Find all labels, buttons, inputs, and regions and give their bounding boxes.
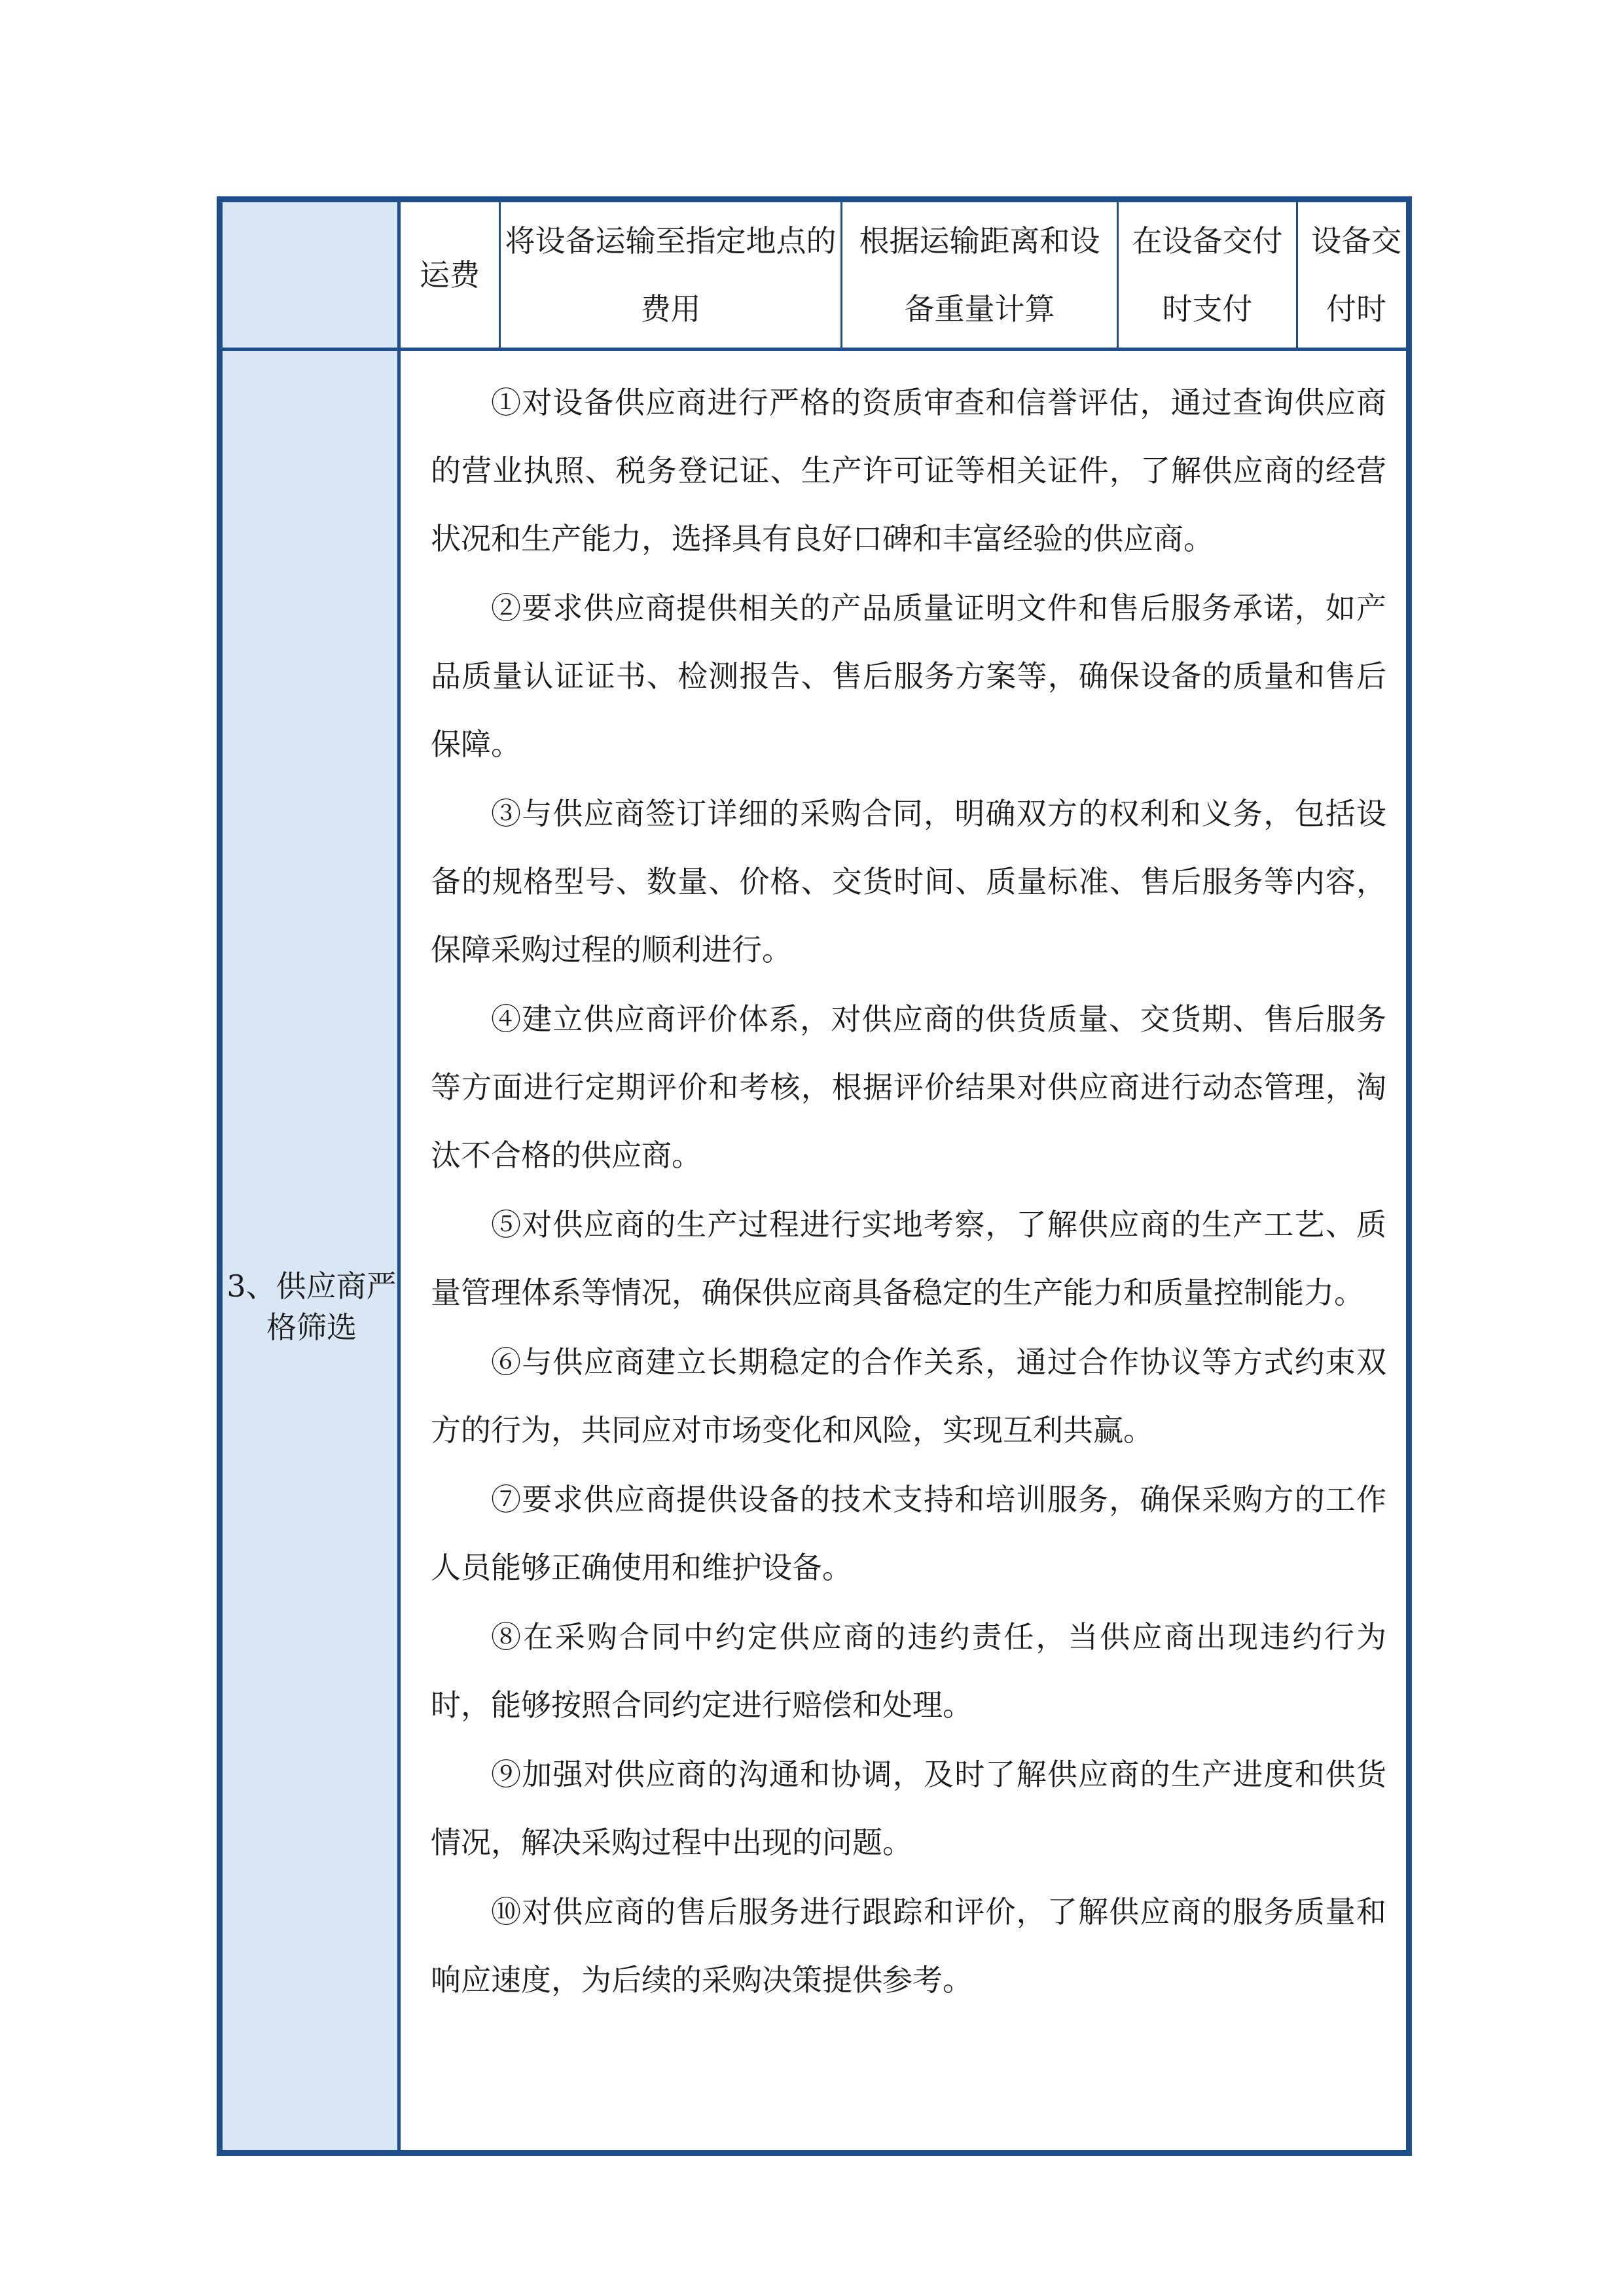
paragraph-6: ⑥与供应商建立长期稳定的合作关系，通过合作协议等方式约束双方的行为，共同应对市场变化和风险，实现互利共赢。: [431, 1344, 1386, 1448]
section-label: 3、供应商严格筛选: [226, 1268, 397, 1345]
cell-fee-name: 运费: [420, 257, 480, 293]
paragraph-9: ⑨加强对供应商的沟通和协调，及时了解供应商的生产进度和供货情况，解决采购过程中出现的问题。: [431, 1757, 1386, 1860]
table-row: [401, 202, 1406, 348]
section-content: [431, 368, 1386, 2015]
table-left-column: [223, 202, 401, 2150]
cell-fee-description: 将设备运输至指定地点的费用: [499, 202, 840, 348]
paragraph-7: ⑦要求供应商提供设备的技术支持和培训服务，确保采购方的工作人员能够正确使用和维护设备。: [431, 1482, 1386, 1585]
paragraph-1: ①对设备供应商进行严格的资质审查和信誉评估，通过查询供应商的营业执照、税务登记证、生产许可证等相关证件，了解供应商的经营状况和生产能力，选择具有良好口碑和丰富经验的供应商。: [431, 385, 1386, 556]
row-divider: [223, 348, 1406, 351]
cell-fee-calculation: 根据运输距离和设备重量计算: [840, 202, 1117, 348]
document-table: [217, 196, 1412, 2156]
paragraph-4: ④建立供应商评价体系，对供应商的供货质量、交货期、售后服务等方面进行定期评价和考核，根据评价结果对供应商进行动态管理，淘汰不合格的供应商。: [431, 1001, 1386, 1173]
paragraph-10: ⑩对供应商的售后服务进行跟踪和评价，了解供应商的服务质量和响应速度，为后续的采购决策提供参考。: [431, 1894, 1386, 1998]
cell-payment-time: 设备交付时: [1296, 202, 1415, 348]
cell-payment-method: 在设备交付时支付: [1117, 202, 1296, 348]
paragraph-5: ⑤对供应商的生产过程进行实地考察，了解供应商的生产工艺、质量管理体系等情况，确保供应商具备稳定的生产能力和质量控制能力。: [431, 1207, 1386, 1310]
paragraph-3: ③与供应商签订详细的采购合同，明确双方的权利和义务，包括设备的规格型号、数量、价格、交货时间、质量标准、售后服务等内容，保障采购过程的顺利进行。: [431, 796, 1386, 967]
paragraph-8: ⑧在采购合同中约定供应商的违约责任，当供应商出现违约行为时，能够按照合同约定进行赔偿和处理。: [431, 1619, 1386, 1723]
paragraph-2: ②要求供应商提供相关的产品质量证明文件和售后服务承诺，如产品质量认证证书、检测报告、售后服务方案等，确保设备的质量和售后保障。: [431, 590, 1386, 762]
